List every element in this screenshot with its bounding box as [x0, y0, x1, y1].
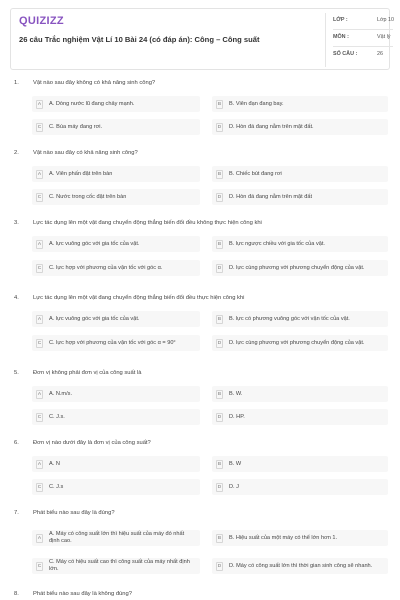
option-letter: D — [217, 340, 222, 346]
option-letter: D — [217, 194, 222, 200]
option-d[interactable] — [216, 189, 374, 205]
option-letter: D — [217, 265, 222, 271]
option-a[interactable] — [36, 386, 194, 402]
option-letter: C — [37, 563, 42, 569]
option-text: B. W — [229, 460, 242, 467]
option-text: A. Máy có công suất lớn thì hiệu suất của máy đó nhất định cao. — [49, 531, 185, 544]
meta-class-label: LỚP : — [333, 17, 348, 23]
header-card — [10, 8, 395, 70]
quizizz-logo[interactable]: QUIZIZZ — [19, 15, 64, 27]
question-text: Đơn vị không phải đơn vị của công suất là — [33, 370, 142, 376]
question-number: 5. — [14, 370, 19, 376]
option-c[interactable] — [36, 119, 194, 135]
option-d[interactable] — [216, 335, 374, 351]
option-letter: C — [37, 265, 42, 271]
option-letter: C — [37, 340, 42, 346]
option-d[interactable] — [216, 479, 374, 495]
option-letter: C — [37, 124, 42, 130]
option-b[interactable] — [216, 530, 374, 546]
option-text: C. lực hợp với phương của vận tốc với góc α. — [49, 264, 163, 271]
meta-subject-label: MÔN : — [333, 34, 349, 40]
option-b[interactable] — [216, 456, 374, 472]
meta-class-value: Lớp 10 — [377, 17, 395, 23]
option-text: D. J — [229, 483, 239, 490]
option-c[interactable] — [36, 479, 194, 495]
option-text: B. Viên đạn đang bay. — [229, 100, 284, 107]
option-a[interactable] — [36, 456, 194, 472]
option-text: D. HP. — [229, 413, 245, 420]
option-text: C. lực hợp với phương của vận tốc với góc α = 90° — [49, 339, 176, 346]
option-text: C. Nước trong cốc đặt trên bàn — [49, 193, 127, 200]
option-letter: A — [37, 241, 42, 247]
option-text: C. Búa máy đang rơi. — [49, 123, 103, 130]
option-text: C. J.s. — [49, 413, 65, 420]
option-a[interactable] — [36, 530, 194, 546]
question-text: Đơn vị nào dưới đây là đơn vị của công suất? — [33, 440, 151, 446]
option-text: A. Dòng nước lũ đang chảy mạnh. — [49, 100, 135, 107]
option-letter: B — [217, 461, 222, 467]
option-letter: D — [217, 563, 222, 569]
option-text: A. lực vuông góc với gia tốc của vật. — [49, 240, 140, 247]
option-text: A. N — [49, 460, 60, 467]
question-text: Phát biểu nào sau đây là đúng? — [33, 510, 115, 516]
option-d[interactable] — [216, 558, 374, 574]
option-d[interactable] — [216, 260, 374, 276]
meta-count-value: 26 — [377, 51, 383, 57]
option-text: B. W. — [229, 390, 243, 397]
question-number: 6. — [14, 440, 19, 446]
question-text: Lực tác dụng lên một vật đang chuyển động thẳng biến đổi đều không thực hiện công khi — [33, 220, 262, 226]
question-number: 1. — [14, 80, 19, 86]
option-text: A. Viên phấn đặt trên bàn — [49, 170, 113, 177]
question-number: 2. — [14, 150, 19, 156]
meta-separator — [333, 46, 393, 47]
option-letter: C — [37, 194, 42, 200]
option-b[interactable] — [216, 236, 374, 252]
option-letter: B — [217, 535, 222, 541]
option-c[interactable] — [36, 335, 194, 351]
option-b[interactable] — [216, 96, 374, 112]
question-number: 7. — [14, 510, 19, 516]
option-letter: A — [37, 101, 42, 107]
question-text: Lực tác dụng lên một vật đang chuyển động thẳng biến đổi đều thực hiện công khi — [33, 295, 245, 301]
option-c[interactable] — [36, 189, 194, 205]
option-letter: B — [217, 101, 222, 107]
option-letter: B — [217, 316, 222, 322]
option-letter: C — [37, 484, 42, 490]
option-letter: D — [217, 124, 222, 130]
option-b[interactable] — [216, 311, 374, 327]
question-number: 8. — [14, 591, 19, 597]
option-letter: A — [37, 171, 42, 177]
option-letter: A — [37, 461, 42, 467]
option-text: C. J.s — [49, 483, 64, 490]
option-text: D. Hòn đá đang nằm trên mặt đất — [229, 193, 313, 200]
option-a[interactable] — [36, 96, 194, 112]
option-text: B. Hiệu suất của một máy có thể lớn hơn 1. — [229, 534, 338, 541]
meta-count-label: SỐ CÂU : — [333, 51, 358, 57]
option-text: B. lực có phương vuông góc với vận tốc của vật. — [229, 315, 350, 322]
option-c[interactable] — [36, 409, 194, 425]
option-b[interactable] — [216, 166, 374, 182]
option-text: A. lực vuông góc với gia tốc của vật. — [49, 315, 140, 322]
option-text: C. Máy có hiệu suất cao thì công suất của máy nhất định lớn. — [49, 559, 190, 572]
option-text: D. Hòn đá đang nằm trên mặt đất. — [229, 123, 314, 130]
option-d[interactable] — [216, 409, 374, 425]
question-text: Vật nào sau đây có khả năng sinh công? — [33, 150, 138, 156]
option-text: B. Chiếc bút đang rơi — [229, 170, 282, 177]
option-a[interactable] — [36, 166, 194, 182]
option-letter: B — [217, 241, 222, 247]
page-title: 26 câu Trắc nghiệm Vật Lí 10 Bài 24 (có đáp án): Công – Công suất — [19, 35, 260, 44]
question-number: 4. — [14, 295, 19, 301]
meta-divider — [325, 13, 326, 67]
option-c[interactable] — [36, 558, 194, 574]
option-text: D. lực cùng phương với phương chuyển động của vật. — [229, 339, 365, 346]
option-text: D. lực cùng phương với phương chuyển động của vật. — [229, 264, 365, 271]
option-letter: B — [217, 391, 222, 397]
option-letter: C — [37, 414, 42, 420]
option-letter: B — [217, 171, 222, 177]
meta-separator — [333, 29, 393, 30]
option-letter: D — [217, 414, 222, 420]
question-text: Vật nào sau đây không có khả năng sinh công? — [33, 80, 156, 86]
option-d[interactable] — [216, 119, 374, 135]
option-text: D. Máy có công suất lớn thì thời gian sinh công sẽ nhanh. — [229, 562, 373, 569]
option-text: B. lực ngược chiều với gia tốc của vật. — [229, 240, 325, 247]
option-b[interactable] — [216, 386, 374, 402]
option-a[interactable] — [36, 236, 194, 252]
option-a[interactable] — [36, 311, 194, 327]
question-text: Phát biểu nào sau đây là không đúng? — [33, 591, 132, 597]
option-letter: A — [37, 316, 42, 322]
question-number: 3. — [14, 220, 19, 226]
option-letter: A — [37, 535, 42, 541]
option-letter: D — [217, 484, 222, 490]
meta-subject-value: Vật lý — [377, 34, 391, 40]
option-c[interactable] — [36, 260, 194, 276]
option-letter: A — [37, 391, 42, 397]
option-text: A. N.m/s. — [49, 390, 72, 397]
